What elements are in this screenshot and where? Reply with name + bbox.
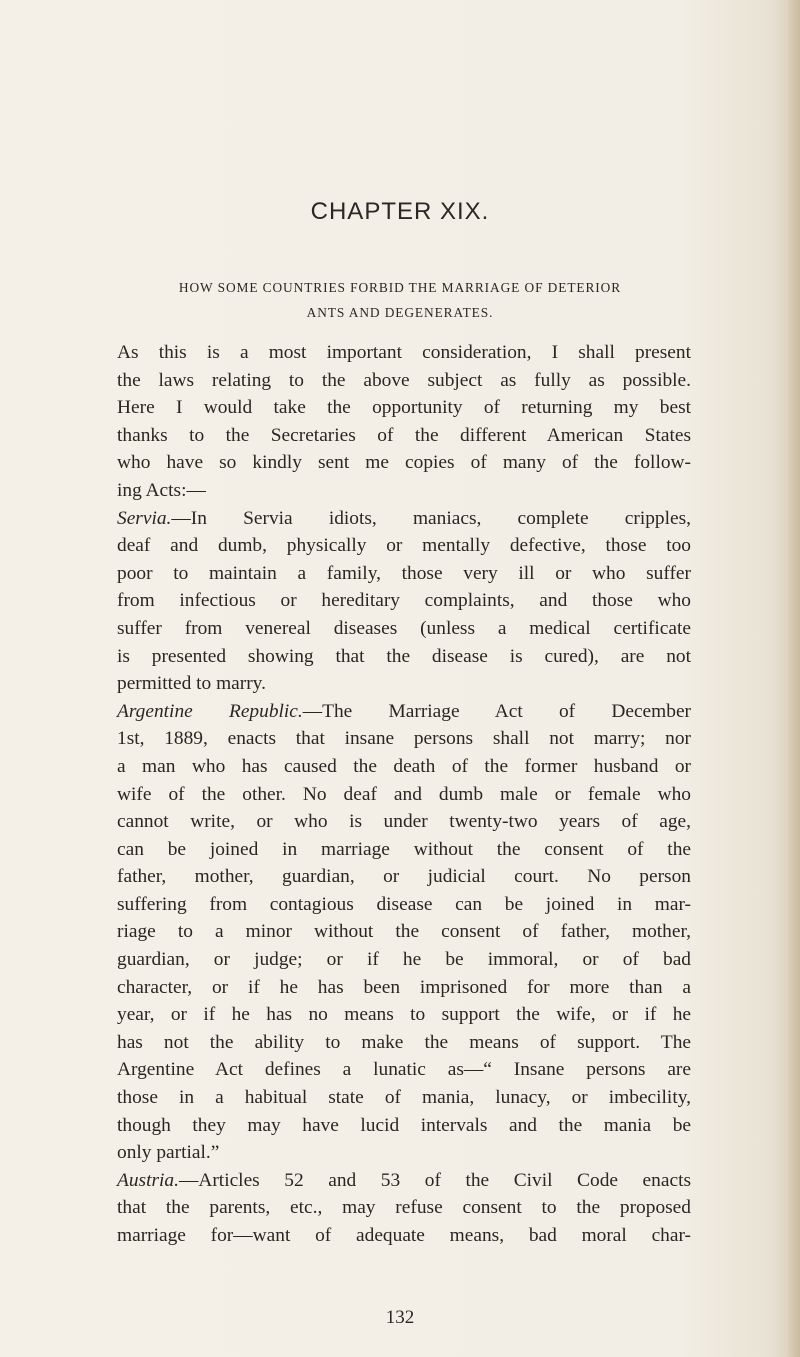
page-number: 132: [385, 1307, 415, 1328]
text-line: deaf and dumb, physically or mentally defective, those too: [117, 535, 691, 557]
text-line: a man who has caused the death of the former husband or: [117, 755, 691, 777]
austria-heading: Austria.: [117, 1169, 179, 1191]
servia-heading: Servia.: [117, 507, 172, 529]
text-line: father, mother, guardian, or judicial court. No person: [117, 866, 691, 888]
text-line: marriage for—want of adequate means, bad moral char-: [117, 1225, 691, 1246]
austria-rest: —Articles 52 and 53 of the Civil Code enacts: [178, 1169, 691, 1191]
text-line: suffer from venereal diseases (unless a medical certificate: [117, 617, 691, 639]
text-line: wife of the other. No deaf and dumb male or female who: [117, 783, 691, 805]
chapter-title: CHAPTER XIX.: [310, 198, 490, 225]
text-line: has not the ability to make the means of support. The: [117, 1031, 691, 1053]
argentine-heading: Argentine Republic.: [117, 700, 303, 722]
text-line: though they may have lucid intervals and the mania be: [117, 1114, 691, 1136]
text-line: character, or if he has been imprisoned for more than a: [117, 976, 691, 998]
subtitle-line: HOW SOME COUNTRIES FORBID THE MARRIAGE OF DETERIOR: [178, 280, 622, 295]
text-line: Argentine Act defines a lunatic as—“ Insane persons are: [117, 1059, 691, 1081]
text-line: ing Acts:—: [117, 479, 206, 501]
text-line: thanks to the Secretaries of the different American States: [117, 424, 691, 446]
text-line: 1st, 1889, enacts that insane persons shall not marry; nor: [117, 728, 691, 750]
text-line: cannot write, or who is under twenty-two years of age,: [117, 811, 691, 833]
subtitle-line: ANTS AND DEGENERATES.: [306, 305, 494, 320]
text-line: is presented showing that the disease is cured), are not: [117, 645, 691, 667]
text-line: the laws relating to the above subject as fully as possible.: [117, 369, 691, 391]
text-line: from infectious or hereditary complaints, and those who: [117, 590, 691, 612]
text-line: who have so kindly sent me copies of many of the follow-: [117, 452, 691, 474]
text-line: suffering from contagious disease can be joined in mar-: [117, 893, 691, 915]
text-line: that the parents, etc., may refuse consent to the proposed: [117, 1197, 691, 1219]
text-line: year, or if he has no means to support the wife, or if he: [117, 1004, 691, 1026]
text-line: Here I would take the opportunity of returning my best: [117, 397, 691, 419]
chapter-subtitle: [130, 275, 670, 325]
servia-rest: —In Servia idiots, maniacs, complete cripples,: [171, 507, 691, 529]
argentine-rest: —The Marriage Act of December: [302, 700, 692, 722]
text-line: only partial.”: [117, 1142, 220, 1164]
text-line: permitted to marry.: [117, 673, 266, 695]
text-line-austria: [117, 1167, 691, 1195]
text-line: those in a habitual state of mania, lunacy, or imbecility,: [117, 1087, 691, 1109]
body-text: [117, 339, 691, 1250]
text-line: As this is a most important consideration, I shall present: [117, 342, 691, 363]
text-line: riage to a minor without the consent of father, mother,: [117, 921, 691, 943]
text-line: poor to maintain a family, those very ill or who suffer: [117, 562, 691, 584]
text-line-argentine: [117, 698, 691, 726]
text-line: guardian, or judge; or if he be immoral, or of bad: [117, 949, 691, 971]
text-line-servia: [117, 505, 691, 533]
text-line: can be joined in marriage without the consent of the: [117, 838, 691, 860]
